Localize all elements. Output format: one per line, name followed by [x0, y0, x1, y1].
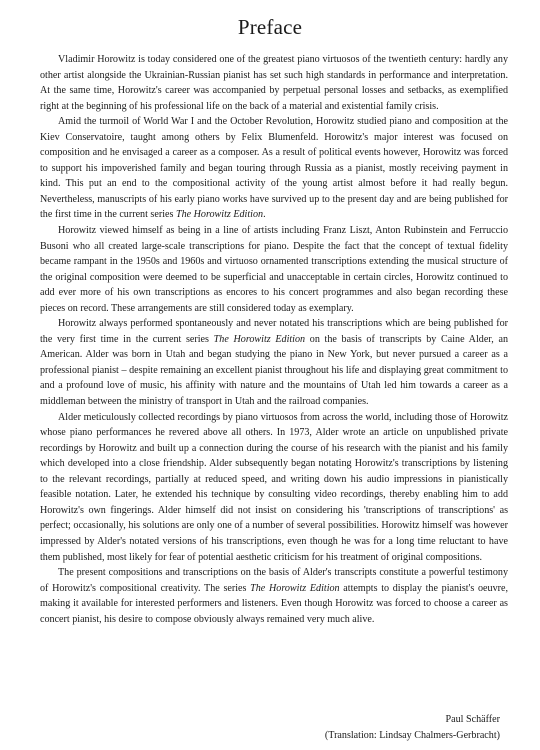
paragraph-2: Amid the turmoil of World War I and the October Revolution, Horowitz studied piano and composition at the Kiev Conservatoire, taught among others by Felix Blumenfeld. Horowitz's major interest was focused on composition and he envisaged a career as a composer. As a result of political events however, Horowitz was forced to support his impoverished family and began touring through Russia as a pianist, mostly receiving payment in kind. This put an end to the compositional activity of the young artist almost before it had really begun. Nevertheless, manuscripts of his early piano works have survived up to the present day and are being published for the first time in the current series The Horowitz Edition.	[40, 116, 508, 221]
paragraph-3: Horowitz viewed himself as being in a line of artists including Franz Liszt, Anton Rubinstein and Ferruccio Busoni who all created large-scale transcriptions for piano. Despite the fact that the concept of textual fidelity became rampant in the 1950s and 1960s and virtuoso ornamented transcriptions extending the musical structure of the original composition were deemed to be superficial and unacceptable in certain circles, Horowitz continued to add ever more of his own transcriptions as encores to his concert programmes and also began recording these pieces on record. These arrangements are still considered today as exemplary.	[40, 225, 508, 314]
paragraph-5: Alder meticulously collected recordings by piano virtuosos from across the world, including those of Horowitz whose piano performances he revered above all others. In 1973, Alder wrote an article on unpublished private recordings by Horowitz and built up a connection during the course of his research with the pianist and his family which developed into a close friendship. Alder subsequently began notating Horowitz's transcriptions by listening to the relevant recordings, partially at reduced speed, and writing down his audio impressions in pianistically feasible notation. Later, he extended his technique by consulting video recordings, thereby enabling him to add Horowitz's own fingerings. Alder himself did not insist on considering his 'transcriptions of transcriptions' as perfect; occasionally, his solutions are only one of a number of several possibilities. Horowitz himself was however impressed by Alder's notated versions of his transcriptions, even though he was for a long time reluctant to have them published, most likely for fear of potential aesthetic criticism for his treatment of original compositions.	[40, 411, 508, 563]
page-title: Preface	[237, 15, 303, 39]
paragraph-4: Horowitz always performed spontaneously and never notated his transcriptions which are being published for the very first time in the current series The Horowitz Edition on the basis of transcripts by Caine Alder, an American. Alder was born in Utah and began studying the piano in New York, but never pursued a career as a professional pianist – despite remaining an excellent pianist throughout his life and displaying great commitment to and a profound love of music, his affinity with nature and the mountains of Utah led him towards a career as a middleman between the ministry of transport in Utah and the railroad companies.	[40, 318, 508, 408]
paragraph-1: Vladimir Horowitz is today considered one of the greatest piano virtuosos of the twentieth century: hardly any other artist alongside the Ukrainian-Russian pianist has set such high standards in performance and interpretation. At the same time, Horowitz's career was accompanied by perpetual personal losses and setbacks, as exemplified right at the beginning of his professional life on the back of a material and existential family crisis.	[40, 54, 508, 112]
signature-block	[325, 712, 500, 743]
series-title: The Horowitz Edition	[250, 582, 340, 594]
preface-body	[40, 52, 508, 627]
series-title: The Horowitz Edition	[213, 333, 306, 345]
author-name: Paul Schäffer	[445, 714, 500, 725]
paragraph-6: The present compositions and transcriptions on the basis of Alder's transcripts constitute a powerful testimony of Horowitz's compositional creativity. The series The Horowitz Edition attempts to display the pianist's oeuvre, making it available for interested performers and listeners. Even though Horowitz was forced to choose a career as concert pianist, his desire to compose obviously always remained very much alive.	[40, 567, 508, 625]
translation-credit: (Translation: Lindsay Chalmers-Gerbracht)	[324, 729, 500, 741]
series-title: The Horowitz Edition	[175, 209, 264, 221]
